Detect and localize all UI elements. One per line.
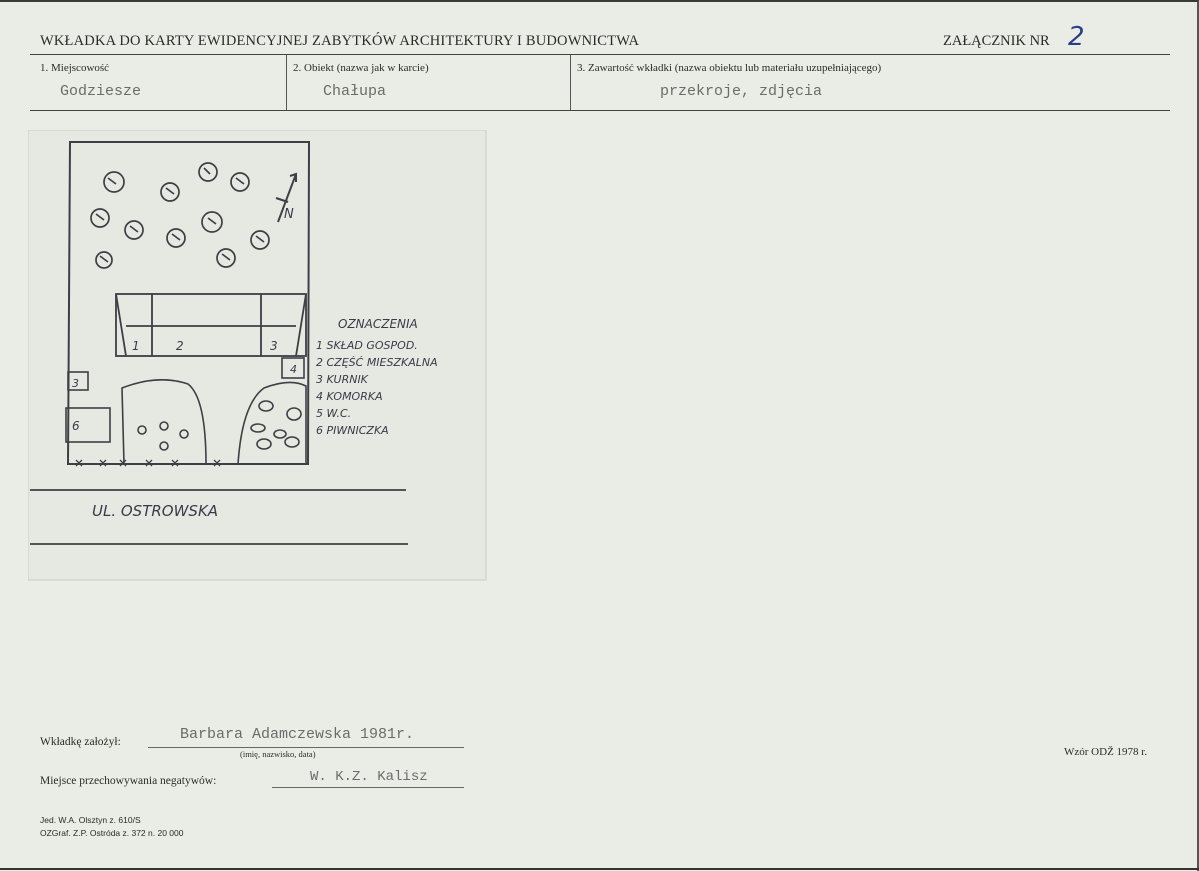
legend-item: 2 CZĘŚĆ MIESZKALNA [316,356,438,369]
founded-underline [148,747,464,748]
locality-value: Godziesze [60,83,142,100]
contents-label: 3. Zawartość wkładki (nazwa obiektu lub materiału uzupełniającego) [577,62,882,74]
founded-label: Wkładkę założył: [40,736,121,748]
legend-item: 1 SKŁAD GOSPOD. [316,339,418,352]
room-1-label: 1 [132,339,140,353]
negatives-underline [272,787,464,788]
site-plan-sketch [28,130,488,582]
north-label: N [284,207,294,222]
field-divider [286,55,287,111]
room-3-label: 3 [270,339,278,353]
object-label: 2. Obiekt (nazwa jak w karcie) [293,62,429,74]
legend-item: 5 W.C. [316,407,352,420]
annex-label: ZAŁĄCZNIK NR [943,33,1050,49]
form-model: Wzór ODŽ 1978 r. [1064,746,1148,758]
legend-item: 4 KOMORKA [316,390,383,403]
room-2-label: 2 [176,339,184,353]
negatives-value: W. K.Z. Kalisz [310,769,428,785]
founded-hint: (imię, nazwisko, data) [240,749,316,759]
contents-value: przekroje, zdjęcia [660,83,823,100]
negatives-label: Miejsce przechowywania negatywów: [40,775,217,787]
locality-label: 1. Miejscowość [40,62,110,74]
founded-value: Barbara Adamczewska 1981r. [180,726,415,743]
legend-item: 3 KURNIK [316,373,368,386]
header-rule [30,54,1170,55]
field-row-rule [30,110,1170,111]
object-value: Chałupa [323,83,387,100]
print-info-2: OZGraf. Z.P. Ostróda z. 372 n. 20 000 [40,828,184,838]
print-info-1: Jed. W.A. Olsztyn z. 610/S [40,815,141,825]
legend-item: 6 PIWNICZKA [316,424,389,437]
annex-number: 2 [1068,22,1085,52]
field-divider [570,55,571,111]
street-label: UL. OSTROWSKA [92,502,219,520]
bottom-edge [0,868,1199,870]
room-6-label: 6 [72,419,80,433]
document-title: WKŁADKA DO KARTY EWIDENCYJNEJ ZABYTKÓW ARCHITEKTURY I BUDOWNICTWA [40,33,640,49]
room-4-label: 4 [290,363,297,376]
room-wc-label: 3 [72,377,79,390]
legend-title: OZNACZENIA [338,317,418,331]
